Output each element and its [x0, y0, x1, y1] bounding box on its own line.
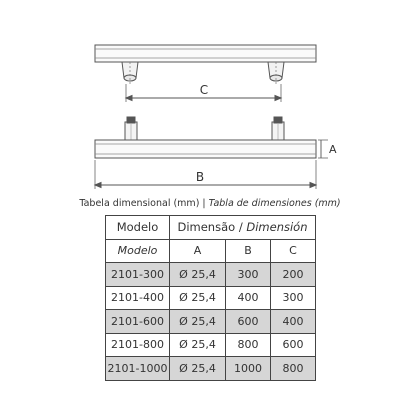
cell-model: 2101-300: [106, 263, 170, 287]
dimension-table: [105, 215, 316, 381]
cell-b: 1000: [226, 357, 271, 381]
cell-model: 2101-800: [106, 333, 170, 357]
front-view: [95, 117, 316, 158]
cell-model: 2101-400: [106, 286, 170, 310]
column-header-c: C: [271, 239, 316, 263]
dimension-b-line: [95, 160, 316, 189]
cell-b: 300: [226, 263, 271, 287]
cell-b: 400: [226, 286, 271, 310]
dimension-c-label: C: [199, 83, 209, 97]
cell-c: 300: [271, 286, 316, 310]
caption-pt: Tabela dimensional (mm) |: [79, 198, 209, 209]
cell-a: Ø 25,4: [170, 310, 226, 334]
table-row: [106, 286, 316, 310]
cell-model: 2101-1000: [106, 357, 170, 381]
table-caption: [0, 198, 420, 209]
header-model: Modelo: [106, 216, 170, 240]
cell-b: 600: [226, 310, 271, 334]
header-dimension: [170, 216, 316, 240]
cell-b: 800: [226, 333, 271, 357]
cell-a: Ø 25,4: [170, 333, 226, 357]
dimension-a-label: A: [329, 143, 337, 156]
cell-c: 400: [271, 310, 316, 334]
cell-model: 2101-600: [106, 310, 170, 334]
cell-a: Ø 25,4: [170, 263, 226, 287]
cell-a: Ø 25,4: [170, 357, 226, 381]
column-header-b: B: [226, 239, 271, 263]
header-model-es: Modelo: [106, 239, 170, 263]
handle-technical-drawing: [0, 0, 420, 200]
top-view: [95, 45, 316, 84]
column-header-a: A: [170, 239, 226, 263]
cell-c: 200: [271, 263, 316, 287]
table-row: [106, 357, 316, 381]
dimension-b-label: B: [195, 170, 205, 184]
header-dimension-es: Dimensión: [246, 220, 308, 235]
cell-a: Ø 25,4: [170, 286, 226, 310]
table-row: [106, 263, 316, 287]
dimension-a-line: [318, 140, 328, 158]
cell-c: 800: [271, 357, 316, 381]
header-dimension-pt: Dimensão /: [177, 220, 247, 235]
caption-es: Tabla de dimensiones (mm): [208, 198, 341, 209]
table-row: [106, 310, 316, 334]
table-row: [106, 333, 316, 357]
cell-c: 600: [271, 333, 316, 357]
